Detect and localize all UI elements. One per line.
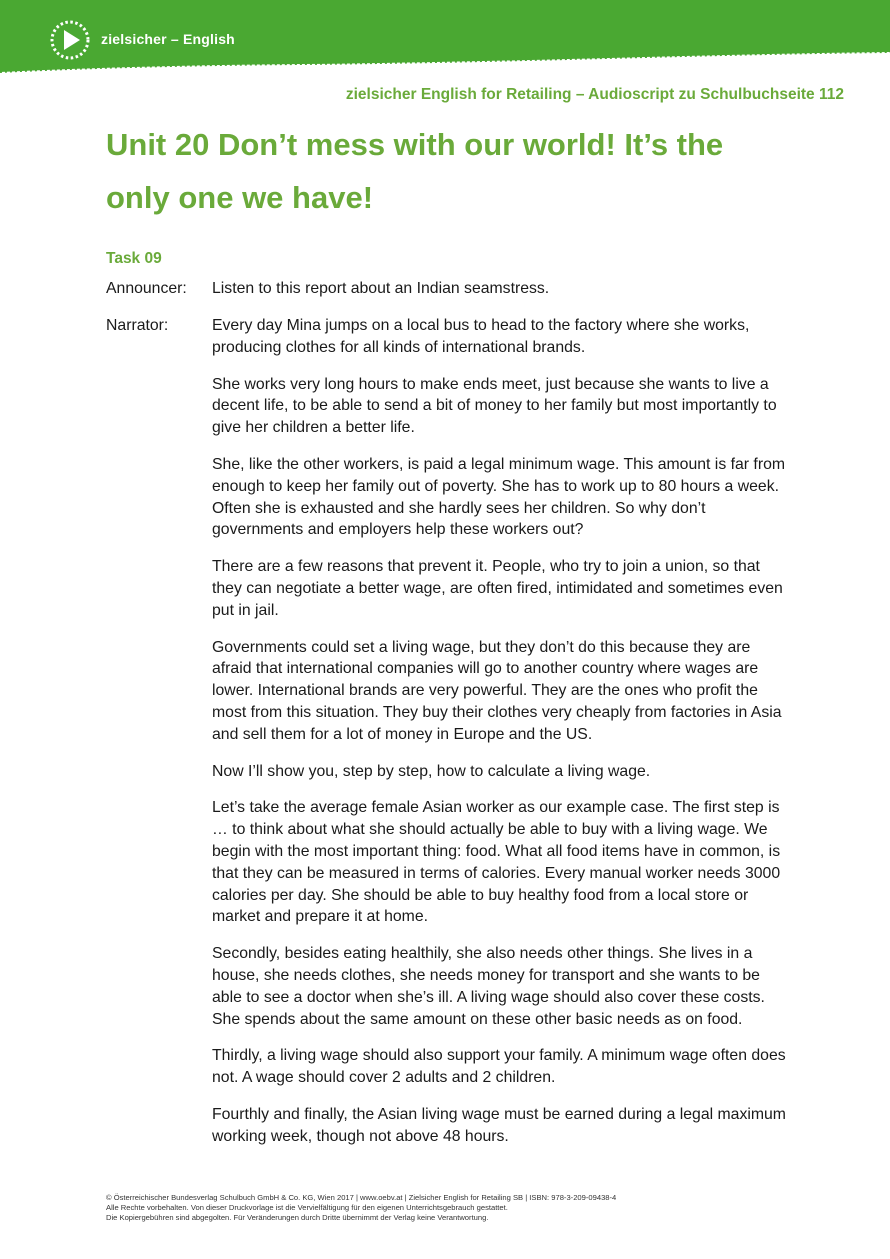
paragraph: Now I’ll show you, step by step, how to calculate a living wage. — [212, 762, 651, 780]
paragraph: Every day Mina jumps on a local bus to head to the factory where she works, producing clothes for all kinds of international brands. — [212, 317, 750, 356]
paragraph: She works very long hours to make ends meet, just because she wants to live a decent life, to be able to send a bit of money to her family but most importantly to give her children a better life. — [212, 375, 777, 437]
running-head: zielsicher English for Retailing – Audioscript zu Schulbuchseite 112 — [345, 86, 844, 103]
title-line-2: only one we have! — [106, 180, 374, 215]
paragraph: Thirdly, a living wage should also support your family. A minimum wage often does not. A wage should cover 2 adults and 2 children. — [212, 1047, 786, 1087]
brand-name: zielsicher – English — [101, 31, 235, 47]
title-line-1: Unit 20 Don’t mess with our world! It’s the — [106, 127, 724, 162]
paragraph: She, like the other workers, is paid a legal minimum wage. This amount is far from enough to keep her family out of poverty. She has to work up to 80 hours a week. Often she is exhausted and she hardly sees her children. So why don’t governments and employers help these workers out? — [212, 455, 786, 539]
paragraph: Governments could set a living wage, but they don’t do this because they are afraid that international companies will go to another country where wages are lower. International brands are very powerful. They are the ones who profit the most from this situation. They buy their clothes very cheaply from factories in Asia and sell them for a lot of money in Europe and the US. — [212, 638, 782, 743]
paragraph: There are a few reasons that prevent it. People, who try to join a union, so that they can negotiate a better wage, are often fired, intimidated and sometimes even put in jail. — [212, 558, 783, 619]
page-title — [106, 118, 806, 224]
speaker-label: Narrator: — [106, 317, 169, 334]
speaker-label: Announcer: — [106, 280, 187, 297]
paragraph: Fourthly and finally, the Asian living wage must be earned during a legal maximum working week, though not above 48 hours. — [212, 1105, 786, 1145]
narrator-text — [212, 315, 790, 1163]
footer-line: Alle Rechte vorbehalten. Von dieser Druckvorlage ist die Vervielfältigung für den eigenen Unterrichtsgebrauch gestattet. — [106, 1203, 508, 1212]
task-heading: Task 09 — [106, 250, 162, 267]
paragraph: Secondly, besides eating healthily, she also needs other things. She lives in a house, she needs clothes, she needs money for transport and she wants to be able to see a doctor when she’s ill. A living wage should also cover these costs. She spends about the same amount on these other basic needs as on food. — [212, 945, 765, 1028]
announcer-text: Listen to this report about an Indian seamstress. — [212, 280, 550, 297]
footer-line: Die Kopiergebühren sind abgegolten. Für Veränderungen durch Dritte übernimmt der Verlag keine Verantwortung. — [106, 1213, 489, 1222]
footer-line: © Österreichischer Bundesverlag Schulbuch GmbH & Co. KG, Wien 2017 | www.oebv.at | Zielsicher English for Retailing SB | ISBN: 978-3-209-09438-4 — [106, 1193, 617, 1202]
paragraph: Let’s take the average female Asian worker as our example case. The first step is … to think about what she should actually be able to buy with a living wage. We begin with the most important thing: food. What all food items have in common, is that they can be measured in terms of calories. Every manual worker needs 3000 calories per day. She should be able to buy healthy food from a local store or market and prepare it at home. — [212, 799, 781, 926]
play-logo-icon — [49, 19, 91, 61]
copyright-footer — [106, 1193, 806, 1223]
